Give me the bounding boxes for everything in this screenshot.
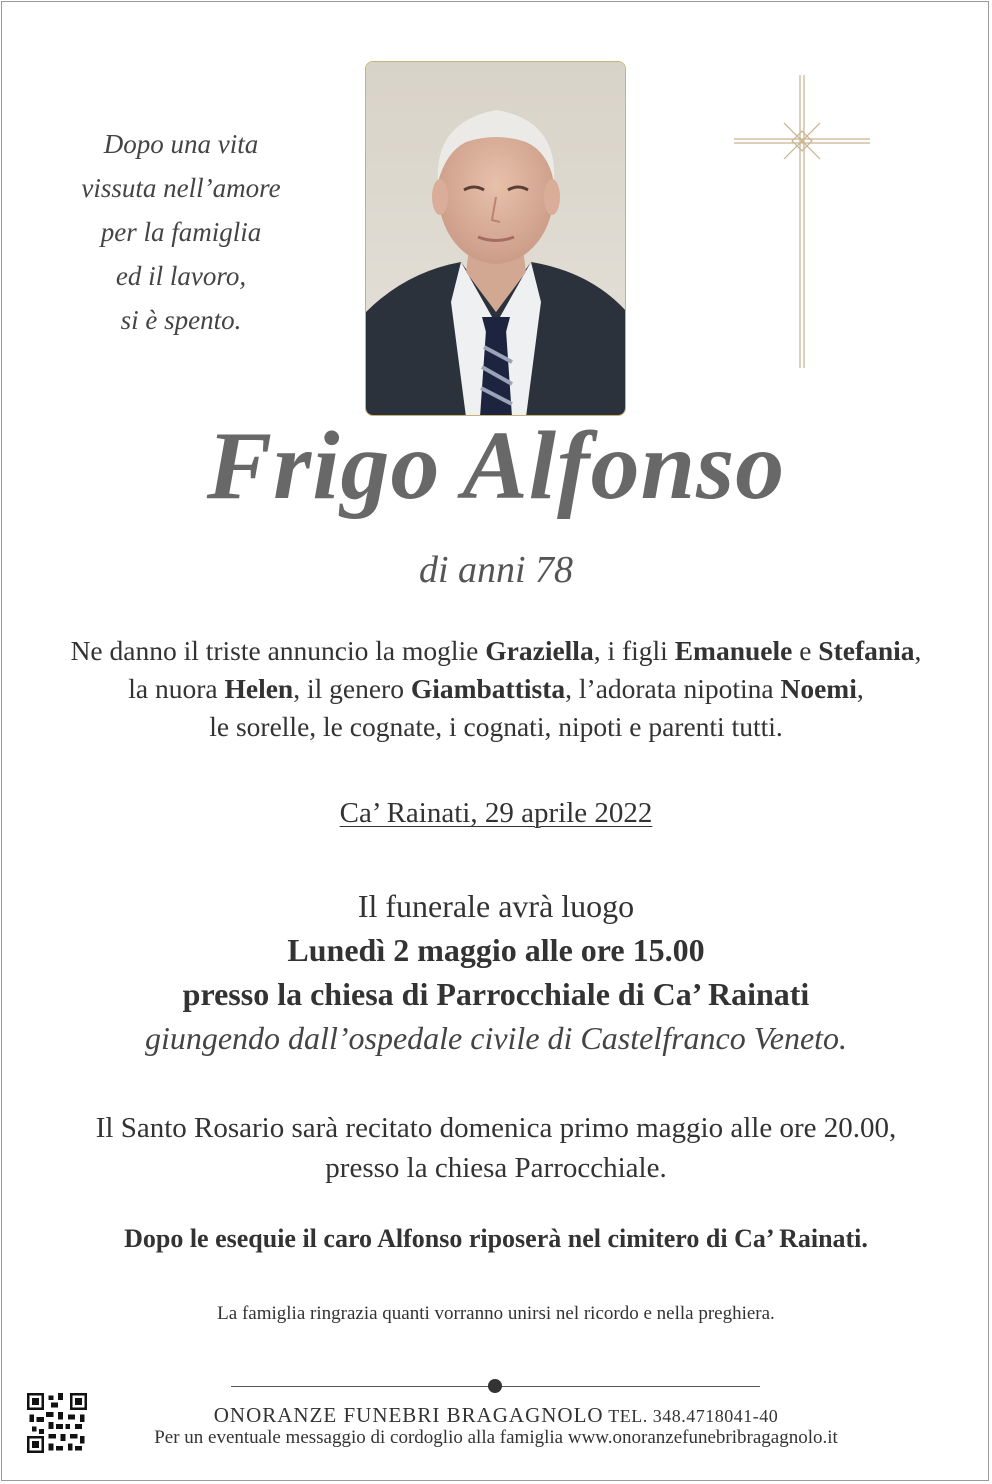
verse-line: si è spento. xyxy=(120,305,242,335)
relative-name: Giambattista xyxy=(410,673,566,704)
place-date xyxy=(0,797,992,830)
text: , xyxy=(914,635,922,666)
burial-notice: Dopo le esequie il caro Alfonso riposerà nel cimitero di Ca’ Rainati. xyxy=(124,1224,868,1253)
agency-name: ONORANZE FUNEBRI BRAGAGNOLO xyxy=(213,1403,604,1427)
funeral-intro: Il funerale avrà luogo xyxy=(357,888,635,924)
text: , l’adorata nipotina xyxy=(565,673,781,704)
relative-name: Noemi xyxy=(780,673,857,704)
funeral-departure: giungendo dall’ospedale civile di Castelfranco Veneto. xyxy=(144,1020,848,1056)
opening-verse xyxy=(60,122,302,342)
rosary-notice xyxy=(0,1108,992,1188)
funeral-agency xyxy=(0,1403,992,1428)
funeral-date-time: Lunedì 2 maggio alle ore 15.00 xyxy=(287,932,705,968)
portrait-photo xyxy=(365,61,626,416)
announcement xyxy=(10,632,982,746)
agency-phone: TEL. 348.4718041-40 xyxy=(608,1406,779,1426)
verse-line: Dopo una vita xyxy=(103,129,259,159)
deceased-name: Frigo Alfonso xyxy=(206,412,786,520)
verse-line: per la famiglia xyxy=(100,217,262,247)
relative-name: Graziella xyxy=(485,635,594,666)
announcement-line-2 xyxy=(10,670,982,708)
funeral-details xyxy=(0,884,992,1060)
verse-line: vissuta nell’amore xyxy=(81,173,281,203)
relative-name: Stefania xyxy=(818,635,915,666)
text: Ne danno il triste annuncio la moglie xyxy=(70,635,486,666)
text: la nuora xyxy=(128,673,225,704)
announcement-line-1 xyxy=(10,632,982,670)
text: , il genero xyxy=(293,673,411,704)
text: e xyxy=(792,635,819,666)
deceased-age: di anni 78 xyxy=(418,549,574,591)
funeral-location: presso la chiesa di Parrocchiale di Ca’ Rainati xyxy=(182,976,810,1012)
cross-icon xyxy=(734,75,870,368)
text: , i figli xyxy=(593,635,675,666)
family-thanks: La famiglia ringrazia quanti vorranno unirsi nel ricordo e nella preghiera. xyxy=(217,1303,775,1324)
verse-line: ed il lavoro, xyxy=(115,261,247,291)
divider-dot-icon xyxy=(488,1379,502,1393)
announcement-line-3: le sorelle, le cognate, i cognati, nipoti e parenti tutti. xyxy=(209,711,783,742)
condolence-message-info: Per un eventuale messaggio di cordoglio alla famiglia www.onoranzefunebribragagnolo.it xyxy=(154,1427,838,1448)
portrait-image xyxy=(366,62,626,416)
relative-name: Helen xyxy=(224,673,294,704)
rosary-line: Il Santo Rosario sarà recitato domenica primo maggio alle ore 20.00, xyxy=(95,1112,897,1144)
place-date-text: Ca’ Rainati, 29 aprile 2022 xyxy=(339,797,653,829)
text: , xyxy=(856,673,864,704)
relative-name: Emanuele xyxy=(674,635,793,666)
rosary-line: presso la chiesa Parrocchiale. xyxy=(325,1152,667,1184)
